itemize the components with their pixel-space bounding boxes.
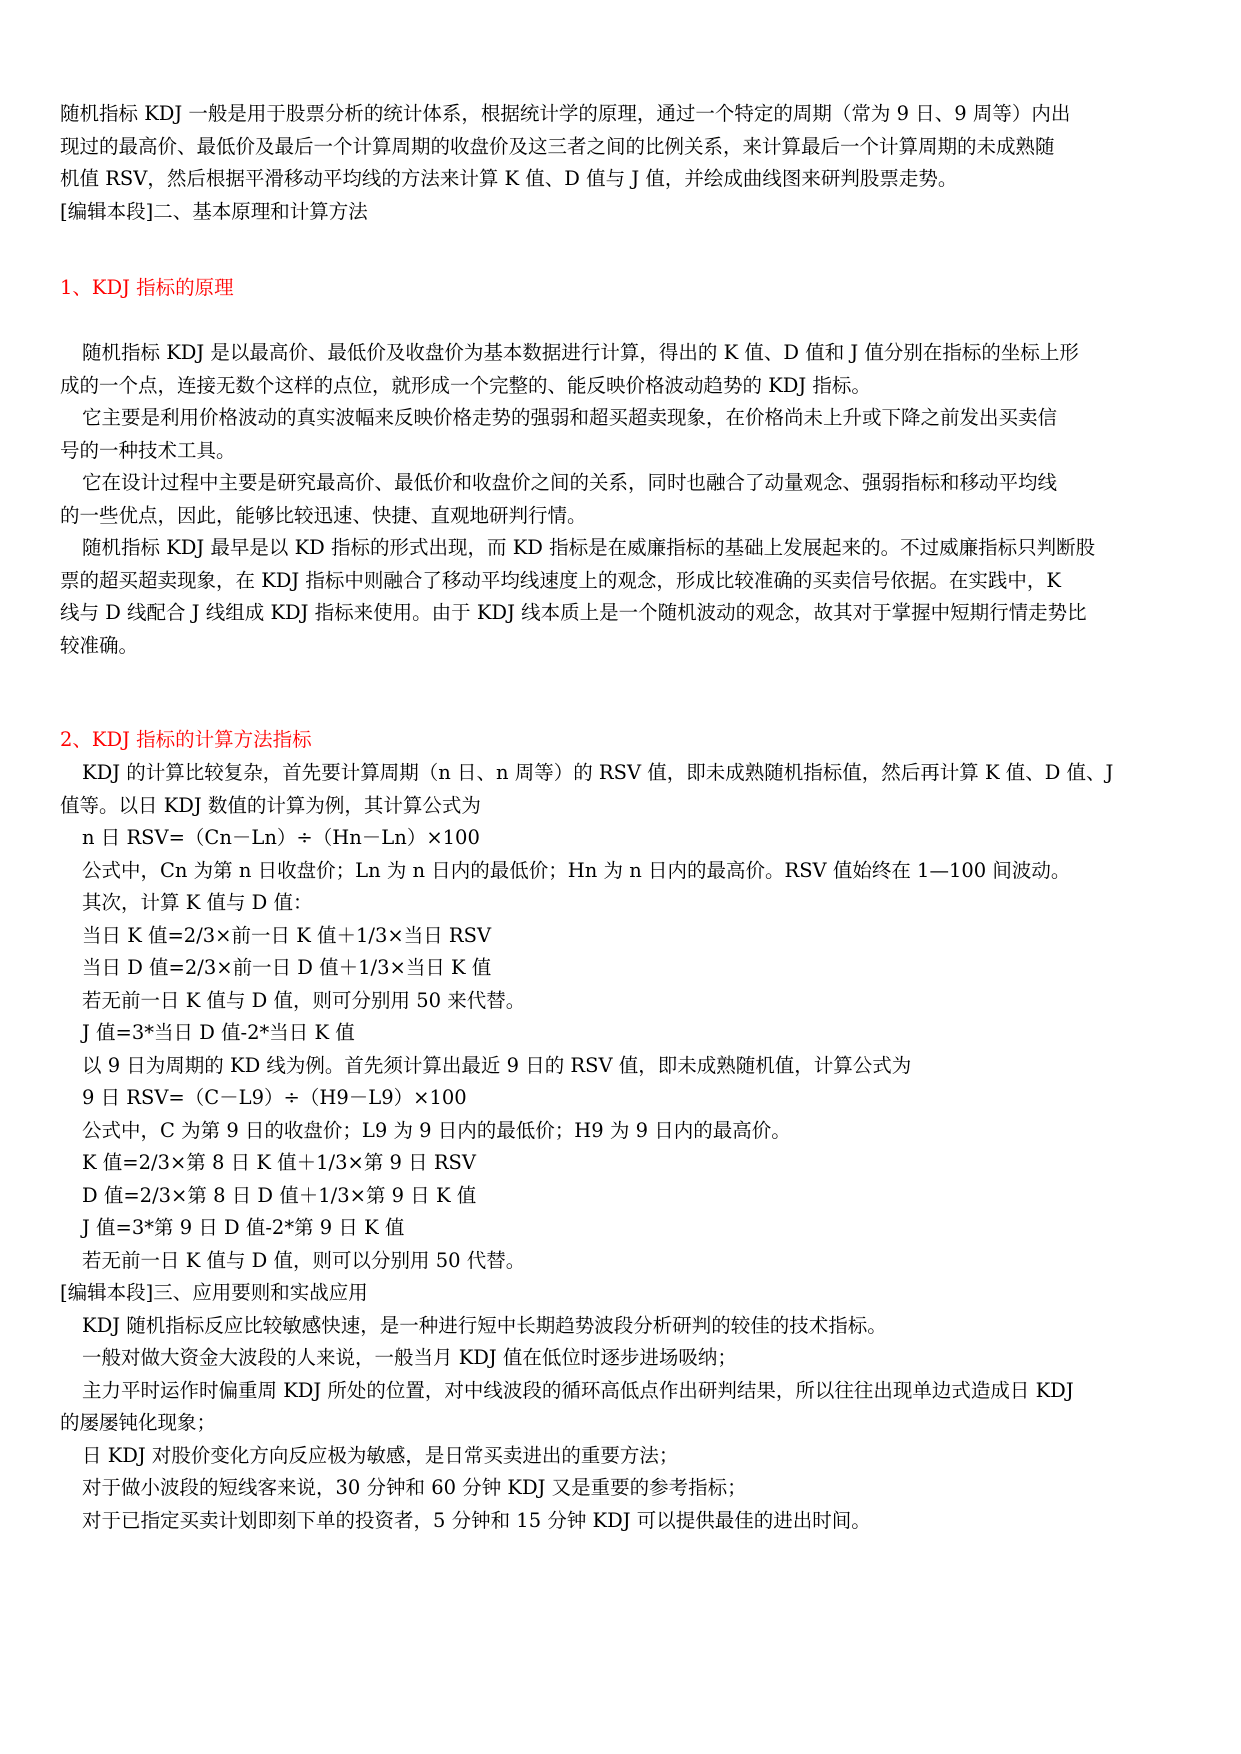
section1-line: 随机指标 KDJ 最早是以 KD 指标的形式出现，而 KD 指标是在威廉指标的基础上发展起来的。不过威廉指标只判断股 [82, 536, 1096, 559]
section3-line: 对于已指定买卖计划即刻下单的投资者，5 分钟和 15 分钟 KDJ 可以提供最佳的进出时间。 [82, 1508, 871, 1532]
section3-line: KDJ 随机指标反应比较敏感快速，是一种进行短中长期趋势波段分析研判的较佳的技术指标。 [82, 1313, 887, 1337]
section2-line: 以 9 日为周期的 KD 线为例。首先须计算出最近 9 日的 RSV 值，即未成熟随机值，计算公式为 [82, 1053, 912, 1077]
section1-line: 票的超买超卖现象，在 KDJ 指标中则融合了移动平均线速度上的观念，形成比较准确的买卖信号依据。在实践中，K [60, 568, 1061, 592]
section1-heading-text: 1、KDJ 指标的原理 [60, 276, 234, 299]
section1-line: 号的一种技术工具。 [60, 438, 236, 462]
section1-heading [60, 272, 1190, 305]
section1-line: 成的一个点，连接无数个这样的点位，就形成一个完整的、能反映价格波动趋势的 KDJ 指标。 [60, 373, 871, 397]
section2-line: 其次，计算 K 值与 D 值： [82, 891, 313, 914]
section2-heading-text: 2、KDJ 指标的计算方法指标 [60, 728, 312, 751]
section1-line: 的一些优点，因此，能够比较迅速、快捷、直观地研判行情。 [60, 503, 587, 527]
formula-line: J 值=3*当日 D 值-2*当日 K 值 [82, 1021, 355, 1044]
section-link-heading: [编辑本段]二、基本原理和计算方法 [60, 199, 368, 223]
formula-line: 当日 D 值=2/3×前一日 D 值＋1/3×当日 K 值 [82, 956, 492, 979]
intro-line: 现过的最高价、最低价及最后一个计算周期的收盘价及这三者之间的比例关系，来计算最后一个计算周期的未成熟随 [60, 134, 1055, 158]
section2-line: 若无前一日 K 值与 D 值，则可以分别用 50 代替。 [82, 1248, 526, 1272]
section2-line: KDJ 的计算比较复杂，首先要计算周期（n 日、n 周等）的 RSV 值，即未成熟随机指标值，然后再计算 K 值、D 值、J [82, 761, 1114, 784]
formula-line: 9 日 RSV=（C－L9）÷（H9－L9）×100 [82, 1086, 467, 1109]
section2-heading [60, 724, 1190, 757]
formula-line: J 值=3*第 9 日 D 值-2*第 9 日 K 值 [82, 1216, 405, 1239]
intro-line: 随机指标 KDJ 一般是用于股票分析的统计体系，根据统计学的原理，通过一个特定的周期（常为 9 日、9 周等）内出 [60, 102, 1071, 125]
section1-line: 它主要是利用价格波动的真实波幅来反映价格走势的强弱和超买超卖现象，在价格尚未上升或下降之前发出买卖信 [82, 406, 1058, 429]
section2-line: 公式中，C 为第 9 日的收盘价；L9 为 9 日内的最低价；H9 为 9 日内的最高价。 [82, 1118, 791, 1142]
formula-line: K 值=2/3×第 8 日 K 值＋1/3×第 9 日 RSV [82, 1151, 476, 1174]
section3-line: 的屡屡钝化现象； [60, 1411, 217, 1434]
section1-body [60, 337, 1190, 662]
section1-line: 它在设计过程中主要是研究最高价、最低价和收盘价之间的关系，同时也融合了动量观念、强弱指标和移动平均线 [82, 471, 1058, 494]
section-link-heading: [编辑本段]三、应用要则和实战应用 [60, 1281, 368, 1304]
section2-line: 值等。以日 KDJ 数值的计算为例，其计算公式为 [60, 793, 481, 817]
section2-body [60, 757, 1190, 1537]
section2-line: 若无前一日 K 值与 D 值，则可分别用 50 来代替。 [82, 988, 526, 1012]
intro-block [60, 98, 1190, 228]
section1-line: 较准确。 [60, 633, 139, 657]
formula-line: D 值=2/3×第 8 日 D 值＋1/3×第 9 日 K 值 [82, 1183, 477, 1207]
section3-line: 主力平时运作时偏重周 KDJ 所处的位置，对中线波段的循环高低点作出研判结果，所以往往出现单边式造成日 KDJ [82, 1378, 1074, 1402]
formula-line: n 日 RSV=（Cn－Ln）÷（Hn－Ln）×100 [82, 826, 480, 849]
section2-line: 公式中，Cn 为第 n 日收盘价；Ln 为 n 日内的最低价；Hn 为 n 日内的最高价。RSV 值始终在 1—100 间波动。 [82, 858, 1071, 882]
section1-line: 线与 D 线配合 J 线组成 KDJ 指标来使用。由于 KDJ 线本质上是一个随机波动的观念，故其对于掌握中短期行情走势比 [60, 601, 1087, 624]
intro-line: 机值 RSV，然后根据平滑移动平均线的方法来计算 K 值、D 值与 J 值，并绘成曲线图来研判股票走势。 [60, 167, 958, 190]
section3-line: 日 KDJ 对股价变化方向反应极为敏感，是日常买卖进出的重要方法； [82, 1443, 679, 1467]
section3-line: 一般对做大资金大波段的人来说，一般当月 KDJ 值在低位时逐步进场吸纳； [82, 1346, 737, 1369]
formula-line: 当日 K 值=2/3×前一日 K 值＋1/3×当日 RSV [82, 923, 492, 947]
section1-line: 随机指标 KDJ 是以最高价、最低价及收盘价为基本数据进行计算，得出的 K 值、D 值和 J 值分别在指标的坐标上形 [82, 341, 1079, 364]
section3-line: 对于做小波段的短线客来说，30 分钟和 60 分钟 KDJ 又是重要的参考指标； [82, 1476, 747, 1499]
